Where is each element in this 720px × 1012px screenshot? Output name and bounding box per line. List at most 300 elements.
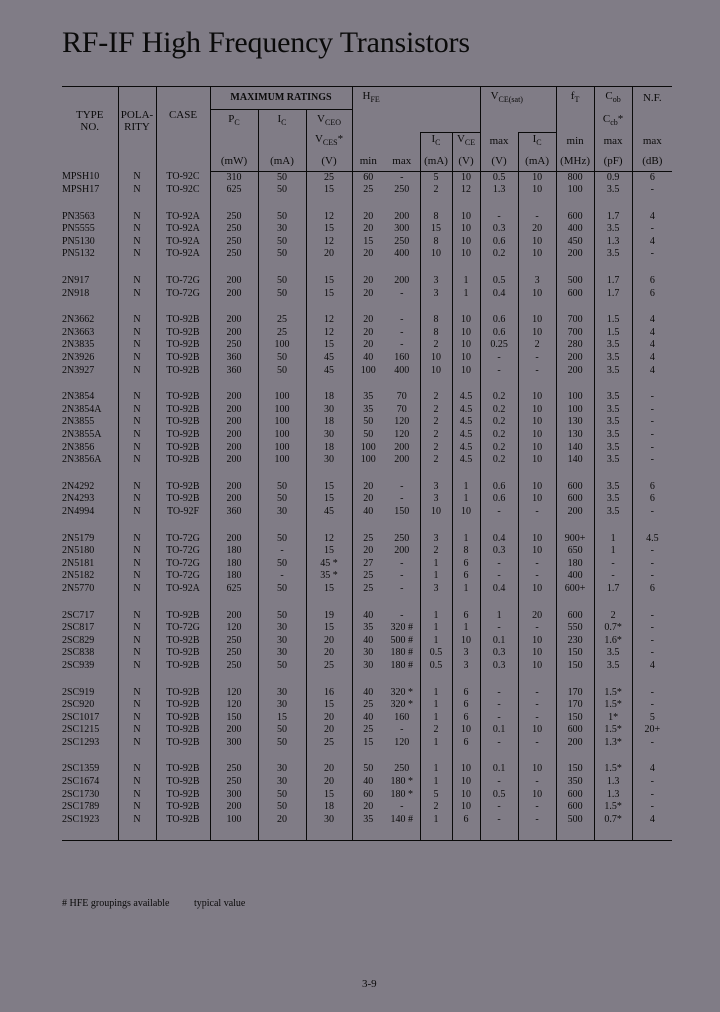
table-row: [62, 814, 672, 827]
cell-sat-max: -: [480, 712, 518, 725]
cell-hfe-vce: 10: [452, 365, 480, 378]
header-vceo: $V_{CEO}$: [306, 110, 352, 133]
spacer-cell: [594, 596, 632, 610]
cell-pc: 200: [210, 314, 258, 327]
cell-sat-ic: 10: [518, 248, 556, 261]
cell-sat-ic: 10: [518, 635, 556, 648]
cell-hfe-ic: 2: [420, 404, 452, 417]
group-spacer: [62, 197, 672, 211]
cell-pc: 300: [210, 737, 258, 750]
spacer-cell: [352, 826, 384, 841]
cell-nf: 6: [632, 171, 672, 184]
cell-vceo: 45: [306, 365, 352, 378]
cell-hfe-min: 35: [352, 404, 384, 417]
cell-pc: 250: [210, 660, 258, 673]
cell-hfe-vce: 6: [452, 814, 480, 827]
spacer-cell: [420, 749, 452, 763]
cell-type: MPSH10: [62, 171, 100, 183]
cell-ft: 600: [556, 724, 594, 737]
spacer-cell: [632, 261, 672, 275]
spacer-cell: [62, 300, 118, 314]
cell-sat-ic: -: [518, 737, 556, 750]
cell-sat-ic: 3: [518, 275, 556, 288]
cell-hfe-vce: 1: [452, 481, 480, 494]
cell-hfe-min: 20: [352, 327, 384, 340]
cell-hfe-min: 30: [352, 660, 384, 673]
header-hfe: $H_{FE}$: [352, 87, 480, 110]
cell-vceo: 25: [306, 660, 352, 673]
cell-hfe-min: 25: [352, 184, 384, 197]
cell-ft: 600: [556, 610, 594, 623]
cell-case: TO-92B: [156, 391, 210, 404]
cell-hfe-max: 250: [394, 235, 410, 247]
cell-sat-ic: -: [518, 801, 556, 814]
cell-pc: 625: [210, 583, 258, 596]
cell-case: TO-72G: [156, 533, 210, 546]
cell-ic: 50: [258, 365, 306, 378]
cell-type: 2N3927: [62, 364, 95, 376]
cell-ic: 30: [258, 223, 306, 236]
cell-hfe-max: -: [400, 570, 404, 582]
cell-sat-ic: 10: [518, 647, 556, 660]
cell-ft: 700: [556, 327, 594, 340]
cell-nf: 6: [632, 583, 672, 596]
spacer-cell: [518, 377, 556, 391]
cell-hfe-max: 120: [394, 416, 410, 428]
cell-hfe-ic: 2: [420, 454, 452, 467]
cell-ic: -: [258, 570, 306, 583]
spacer-cell: [420, 596, 452, 610]
cell-vceo: 15: [306, 583, 352, 596]
cell-sat-ic: -: [518, 570, 556, 583]
unit-max: max: [384, 151, 420, 172]
cell-cob: 0.7*: [594, 814, 632, 827]
cell-hfe-min: 100: [352, 442, 384, 455]
cell-sat-max: 0.5: [480, 275, 518, 288]
spacer-cell: [258, 826, 306, 841]
cell-sat-ic: 10: [518, 236, 556, 249]
cell-hfe-min: 50: [352, 429, 384, 442]
cell-sat-ic: 10: [518, 429, 556, 442]
cell-pc: 360: [210, 365, 258, 378]
spacer-cell: [62, 519, 118, 533]
cell-hfe-ic: 3: [420, 481, 452, 494]
spacer-cell: [452, 519, 480, 533]
cell-hfe-ic: 10: [420, 506, 452, 519]
spacer-cell: [452, 261, 480, 275]
spacer-cell: [452, 826, 480, 841]
cell-case: TO-92B: [156, 687, 210, 700]
table-row: [62, 429, 672, 442]
spacer-cell: [384, 749, 420, 763]
spacer-cell: [480, 826, 518, 841]
cell-hfe-max: -: [400, 171, 404, 183]
cell-hfe-ic: 10: [420, 365, 452, 378]
cell-cob: -: [594, 570, 632, 583]
cell-ic: 100: [258, 416, 306, 429]
cell-sat-max: 0.3: [480, 647, 518, 660]
cell-ft: 600: [556, 801, 594, 814]
cell-hfe-ic: 2: [420, 184, 452, 197]
header-nf-blank: [632, 110, 672, 133]
spacer-cell: [306, 300, 352, 314]
cell-ft: 100: [556, 404, 594, 417]
cell-hfe-max: 160: [394, 711, 410, 723]
cell-hfe-min: 35: [352, 391, 384, 404]
cell-ft: 600: [556, 211, 594, 224]
cell-hfe-ic: 3: [420, 583, 452, 596]
cell-type: PN3563: [62, 210, 95, 222]
cell-hfe-max: 250: [394, 763, 410, 775]
cell-pc: 180: [210, 570, 258, 583]
cell-cob: 3.5: [594, 339, 632, 352]
cell-hfe-max: -: [400, 582, 404, 594]
cell-ft: 600: [556, 493, 594, 506]
cell-vceo: 20: [306, 724, 352, 737]
spacer-cell: [210, 749, 258, 763]
spacer-cell: [156, 467, 210, 481]
table-row: [62, 404, 672, 417]
spacer-cell: [258, 261, 306, 275]
cell-hfe-max: -: [400, 326, 404, 338]
cell-ic: 50: [258, 352, 306, 365]
cell-ic: 15: [258, 712, 306, 725]
cell-pc: 200: [210, 454, 258, 467]
header-sat-blank: [480, 110, 556, 133]
cell-ic: 30: [258, 687, 306, 700]
spacer-cell: [384, 519, 420, 533]
cell-cob: 3.5: [594, 365, 632, 378]
spacer-cell: [480, 197, 518, 211]
cell-vceo: 15: [306, 288, 352, 301]
cell-nf: -: [632, 647, 672, 660]
cell-nf: -: [632, 737, 672, 750]
cell-case: TO-92B: [156, 454, 210, 467]
cell-hfe-max: 120: [394, 429, 410, 440]
cell-hfe-max: 140 #: [390, 813, 414, 825]
spacer-cell: [594, 377, 632, 391]
cell-nf: 4: [632, 352, 672, 365]
cell-case: TO-92B: [156, 724, 210, 737]
spacer-cell: [452, 300, 480, 314]
spacer-cell: [306, 673, 352, 687]
spacer-cell: [632, 197, 672, 211]
cell-sat-ic: 10: [518, 789, 556, 802]
cell-cob: 1.3*: [594, 737, 632, 750]
cell-type: 2N4292: [62, 480, 95, 492]
cell-case: TO-72G: [156, 275, 210, 288]
cell-ic: 50: [258, 737, 306, 750]
cell-type: 2N5182: [62, 570, 95, 582]
header-hfe-vce: $V_{CE}$: [452, 132, 480, 151]
cell-ic: 30: [258, 622, 306, 635]
cell-sat-max: 0.5: [480, 789, 518, 802]
cell-hfe-vce: 10: [452, 314, 480, 327]
cell-sat-max: 1: [480, 610, 518, 623]
cell-hfe-ic: 3: [420, 493, 452, 506]
cell-sat-max: 0.4: [480, 533, 518, 546]
unit-ma3: (mA): [518, 151, 556, 172]
cell-cob: 1.7: [594, 211, 632, 224]
cell-cob: 3.5: [594, 184, 632, 197]
cell-hfe-vce: 1: [452, 583, 480, 596]
cell-sat-max: -: [480, 365, 518, 378]
cell-sat-ic: -: [518, 211, 556, 224]
cell-nf: -: [632, 776, 672, 789]
cell-sat-max: 0.2: [480, 429, 518, 442]
cell-ft: 200: [556, 506, 594, 519]
cell-nf: 4: [632, 339, 672, 352]
cell-type: 2SC1674: [62, 776, 100, 788]
cell-hfe-vce: 10: [452, 211, 480, 224]
cell-hfe-max: 120: [394, 736, 410, 748]
cell-sat-max: 0.3: [480, 545, 518, 558]
spacer-cell: [518, 826, 556, 841]
cell-polarity: N: [118, 610, 156, 623]
cell-vceo: 25: [306, 171, 352, 184]
cell-hfe-vce: 10: [452, 776, 480, 789]
cell-hfe-min: 60: [352, 171, 384, 184]
cell-sat-max: 0.1: [480, 763, 518, 776]
header-ic: $I_C$: [258, 110, 306, 133]
cell-ft: 600: [556, 288, 594, 301]
spacer-cell: [480, 261, 518, 275]
cell-polarity: N: [118, 314, 156, 327]
spacer-cell: [156, 596, 210, 610]
cell-pc: 200: [210, 610, 258, 623]
cell-nf: -: [632, 699, 672, 712]
cell-ft: 130: [556, 416, 594, 429]
spacer-cell: [594, 673, 632, 687]
spacer-cell: [480, 519, 518, 533]
cell-polarity: N: [118, 481, 156, 494]
cell-ft: 200: [556, 737, 594, 750]
cell-case: TO-92B: [156, 660, 210, 673]
spacer-cell: [118, 261, 156, 275]
cell-nf: 4: [632, 660, 672, 673]
header-nf-max: max: [632, 132, 672, 151]
cell-nf: -: [632, 454, 672, 467]
cell-type: 2N3854A: [62, 403, 102, 415]
cell-hfe-min: 20: [352, 493, 384, 506]
cell-case: TO-92B: [156, 737, 210, 750]
spacer-cell: [118, 519, 156, 533]
spacer-cell: [452, 197, 480, 211]
cell-hfe-min: 27: [352, 558, 384, 571]
spacer-cell: [632, 300, 672, 314]
cell-type: 2N4293: [62, 493, 95, 505]
spacer-cell: [210, 467, 258, 481]
cell-sat-max: -: [480, 801, 518, 814]
cell-hfe-min: 25: [352, 533, 384, 546]
cell-vceo: 12: [306, 533, 352, 546]
cell-case: TO-72G: [156, 622, 210, 635]
cell-ic: 50: [258, 171, 306, 184]
cell-hfe-min: 20: [352, 314, 384, 327]
table-body: [62, 171, 672, 841]
cell-ft: 170: [556, 687, 594, 700]
cell-type: 2SC1730: [62, 788, 100, 800]
cell-ic: 30: [258, 647, 306, 660]
spacer-cell: [556, 596, 594, 610]
cell-hfe-min: 20: [352, 339, 384, 352]
cell-case: TO-92B: [156, 493, 210, 506]
cell-sat-ic: 10: [518, 481, 556, 494]
cell-sat-ic: 10: [518, 391, 556, 404]
cell-polarity: N: [118, 583, 156, 596]
cell-sat-ic: 2: [518, 339, 556, 352]
spacer-cell: [118, 467, 156, 481]
cell-case: TO-72G: [156, 545, 210, 558]
cell-sat-ic: -: [518, 506, 556, 519]
cell-nf: -: [632, 404, 672, 417]
cell-vceo: 20: [306, 712, 352, 725]
cell-hfe-max: -: [400, 557, 404, 569]
unit-mw: (mW): [210, 151, 258, 172]
cell-hfe-min: 20: [352, 248, 384, 261]
cell-hfe-vce: 1: [452, 288, 480, 301]
cell-hfe-min: 50: [352, 416, 384, 429]
cell-cob: 3.5: [594, 248, 632, 261]
cell-vceo: 18: [306, 391, 352, 404]
cell-vceo: 15: [306, 622, 352, 635]
group-spacer: [62, 377, 672, 391]
cell-ft: 400: [556, 223, 594, 236]
cell-ft: 600: [556, 789, 594, 802]
cell-ic: 50: [258, 789, 306, 802]
spacer-cell: [420, 519, 452, 533]
cell-pc: 100: [210, 814, 258, 827]
cell-ic: 50: [258, 610, 306, 623]
spacer-cell: [258, 749, 306, 763]
cell-hfe-max: 200: [394, 275, 410, 287]
cell-cob: 1: [594, 533, 632, 546]
cell-vceo: 19: [306, 610, 352, 623]
cell-sat-max: 0.2: [480, 391, 518, 404]
cell-ic: 100: [258, 442, 306, 455]
cell-vceo: 12: [306, 236, 352, 249]
cell-case: TO-92B: [156, 327, 210, 340]
cell-hfe-ic: 2: [420, 801, 452, 814]
cell-vceo: 45 *: [306, 558, 352, 571]
spacer-cell: [556, 377, 594, 391]
cell-hfe-min: 40: [352, 506, 384, 519]
cell-nf: -: [632, 184, 672, 197]
cell-case: TO-92B: [156, 789, 210, 802]
cell-hfe-min: 20: [352, 211, 384, 224]
cell-polarity: N: [118, 712, 156, 725]
cell-polarity: N: [118, 776, 156, 789]
cell-vceo: 15: [306, 184, 352, 197]
cell-sat-max: 0.6: [480, 314, 518, 327]
cell-pc: 200: [210, 724, 258, 737]
cell-sat-ic: -: [518, 776, 556, 789]
cell-vceo: 15: [306, 545, 352, 558]
cell-type: 2N3663: [62, 326, 95, 338]
cell-vceo: 45: [306, 506, 352, 519]
cell-nf: -: [632, 442, 672, 455]
cell-ft: 450: [556, 236, 594, 249]
cell-type: 2N3835: [62, 339, 95, 351]
spacer-cell: [352, 467, 384, 481]
spacer-cell: [352, 377, 384, 391]
cell-type: 2SC817: [62, 622, 95, 634]
header-ft-blank: [556, 110, 594, 133]
cell-vceo: 35 *: [306, 570, 352, 583]
cell-ft: 550: [556, 622, 594, 635]
cell-hfe-min: 20: [352, 801, 384, 814]
cell-ft: 400: [556, 570, 594, 583]
cell-case: TO-92A: [156, 211, 210, 224]
cell-hfe-vce: 1: [452, 493, 480, 506]
cell-hfe-ic: 2: [420, 429, 452, 442]
spacer-cell: [594, 261, 632, 275]
spacer-cell: [556, 467, 594, 481]
cell-sat-ic: 10: [518, 327, 556, 340]
cell-pc: 360: [210, 506, 258, 519]
cell-sat-ic: 10: [518, 545, 556, 558]
cell-hfe-max: 400: [394, 364, 410, 376]
cell-vceo: 15: [306, 275, 352, 288]
cell-type: 2N918: [62, 287, 90, 299]
cell-hfe-vce: 10: [452, 789, 480, 802]
cell-ic: 50: [258, 248, 306, 261]
cell-vceo: 18: [306, 442, 352, 455]
cell-type: 2SC717: [62, 609, 95, 621]
cell-hfe-ic: 2: [420, 545, 452, 558]
spacer-cell: [420, 826, 452, 841]
spacer-cell: [480, 749, 518, 763]
cell-cob: 1.5: [594, 327, 632, 340]
cell-ft: 350: [556, 776, 594, 789]
cell-vceo: 20: [306, 776, 352, 789]
cell-sat-ic: 10: [518, 763, 556, 776]
cell-type: 2SC920: [62, 699, 95, 711]
cell-hfe-vce: 10: [452, 506, 480, 519]
cell-ft: 650: [556, 545, 594, 558]
cell-hfe-ic: 2: [420, 339, 452, 352]
cell-nf: 4: [632, 763, 672, 776]
cell-case: TO-92B: [156, 416, 210, 429]
cell-ic: 50: [258, 558, 306, 571]
cell-polarity: N: [118, 699, 156, 712]
cell-ic: 50: [258, 184, 306, 197]
cell-pc: 200: [210, 493, 258, 506]
cell-hfe-max: -: [400, 480, 404, 492]
cell-polarity: N: [118, 365, 156, 378]
cell-hfe-vce: 10: [452, 339, 480, 352]
cell-polarity: N: [118, 391, 156, 404]
cell-ic: 30: [258, 776, 306, 789]
spacer-cell: [210, 261, 258, 275]
cell-pc: 150: [210, 712, 258, 725]
group-spacer: [62, 826, 672, 841]
cell-pc: 250: [210, 635, 258, 648]
cell-hfe-vce: 10: [452, 801, 480, 814]
cell-cob: 2: [594, 610, 632, 623]
cell-cob: 3.5: [594, 660, 632, 673]
cell-polarity: N: [118, 647, 156, 660]
spacer-cell: [156, 197, 210, 211]
cell-polarity: N: [118, 801, 156, 814]
cell-hfe-ic: 8: [420, 327, 452, 340]
cell-hfe-vce: 12: [452, 184, 480, 197]
cell-hfe-ic: 1: [420, 622, 452, 635]
cell-pc: 200: [210, 275, 258, 288]
cell-case: TO-72G: [156, 570, 210, 583]
cell-hfe-vce: 10: [452, 223, 480, 236]
cell-vceo: 20: [306, 763, 352, 776]
